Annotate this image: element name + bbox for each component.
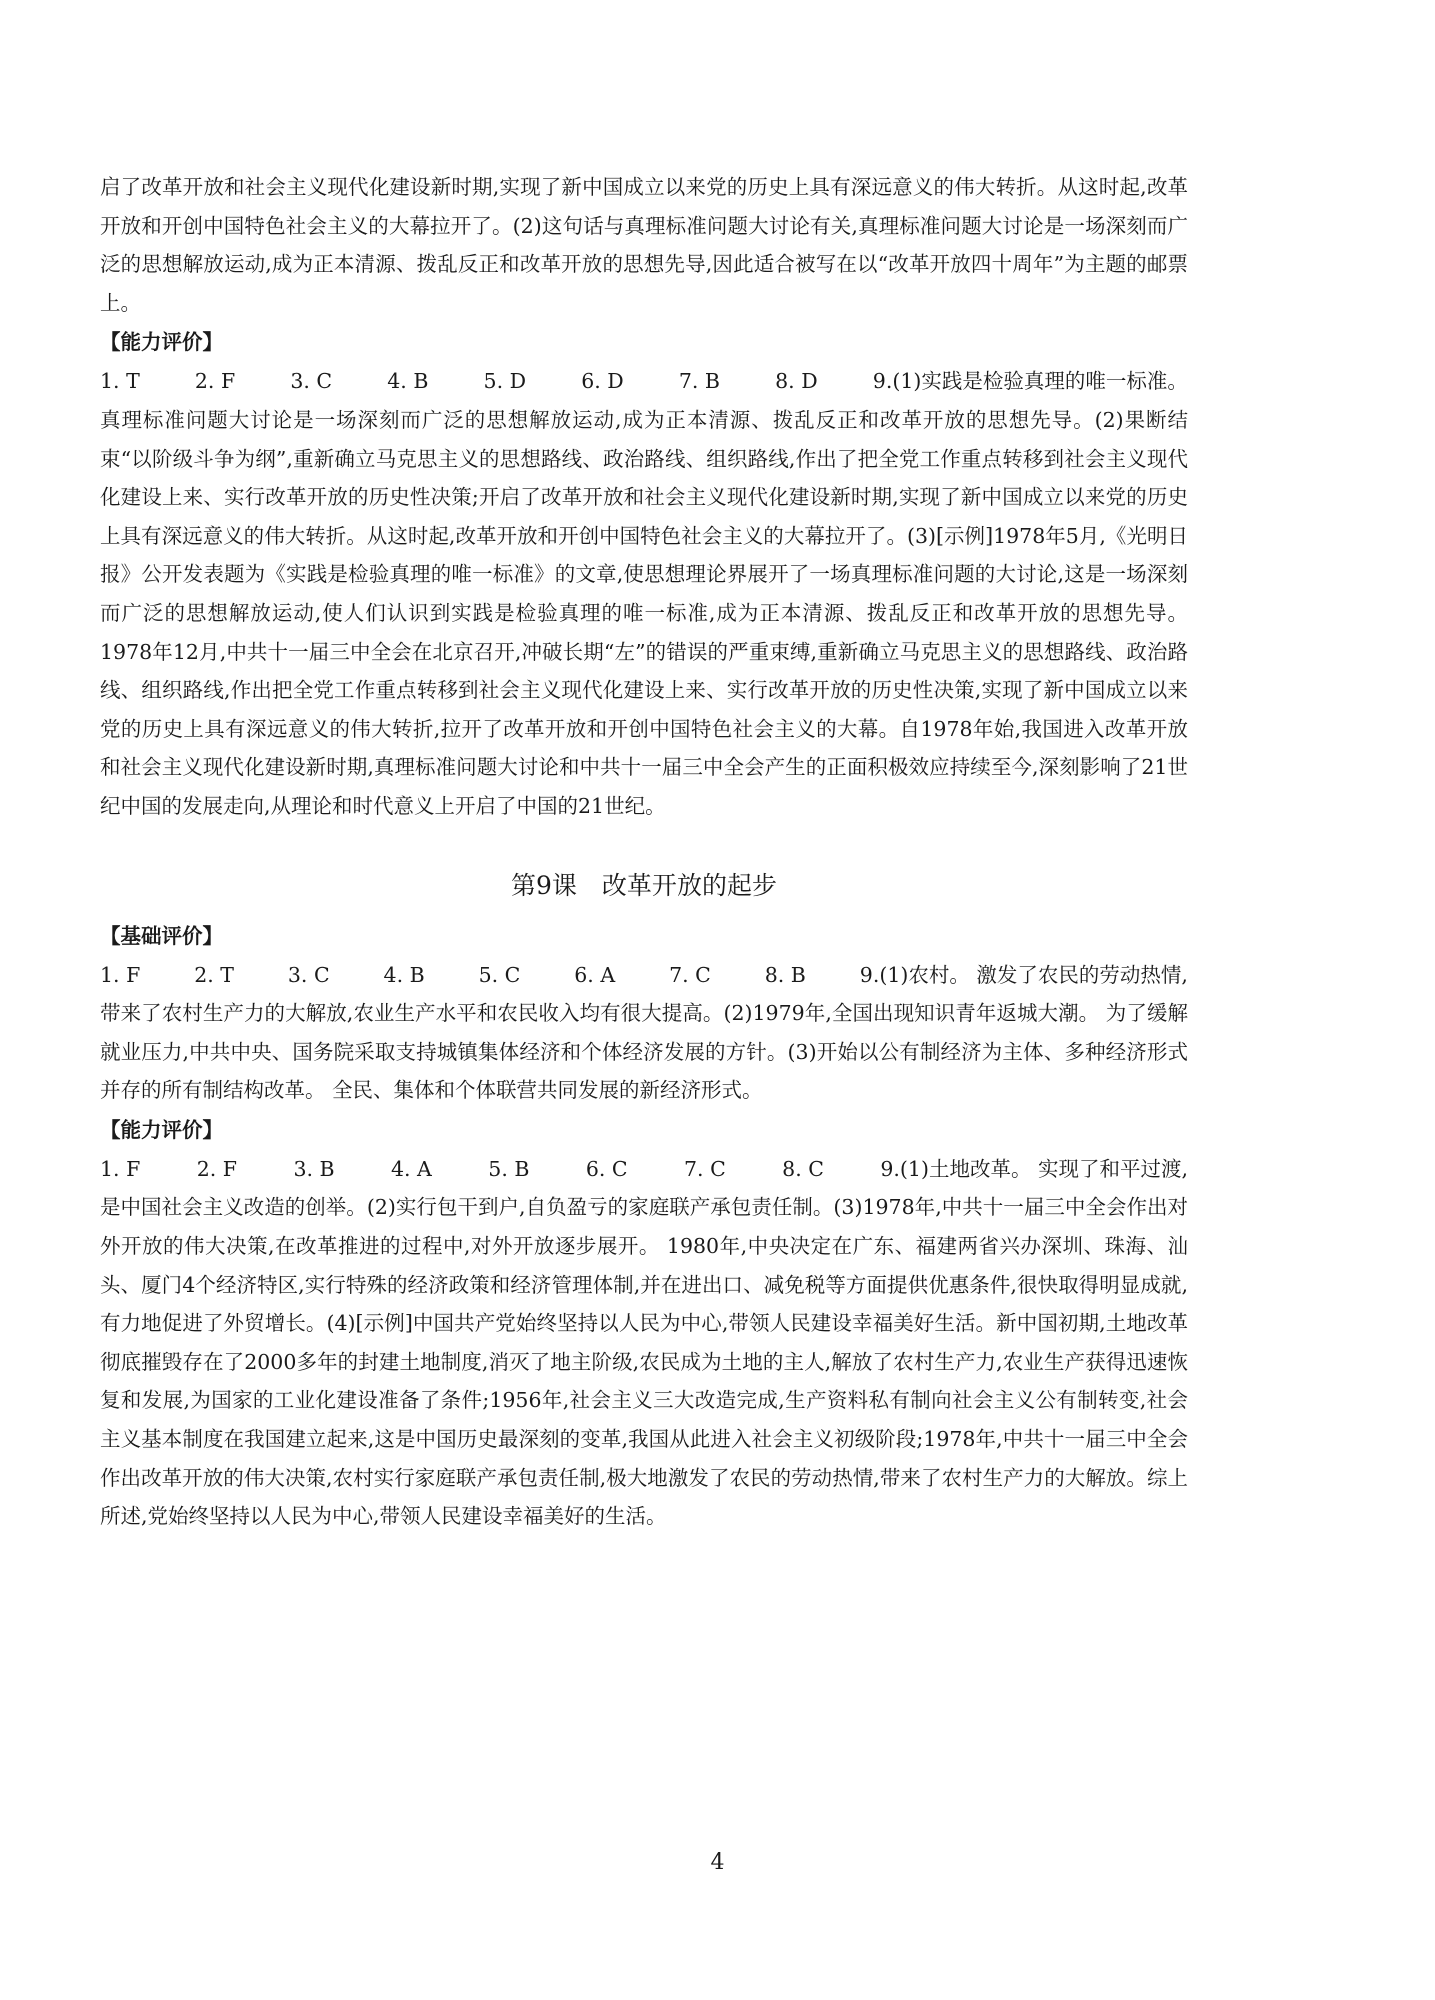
- ability-evaluation-heading-1: 【能力评价】: [100, 330, 223, 355]
- answer-item: 2. T: [194, 962, 234, 987]
- answer-item: 3. B: [293, 1156, 335, 1181]
- answer-item: 7. C: [684, 1156, 726, 1181]
- answer-item: 5. D: [483, 369, 527, 394]
- answer-row-3: [100, 1150, 1188, 1189]
- basic-evaluation-heading: 【基础评价】: [100, 923, 223, 948]
- answer-item: 3. C: [290, 369, 333, 394]
- intro-paragraph: 启了改革开放和社会主义现代化建设新时期,实现了新中国成立以来党的历史上具有深远意义的伟大转折。从这时起,改革开放和开创中国特色社会主义的大幕拉开了。(2)这句话与真理标准问题大讨论有关,真理标准问题大讨论是一场深刻而广泛的思想解放运动,成为正本清源、拨乱反正和改革开放的思想先导,因此适合被写在以“改革开放四十周年”为主题的邮票上。: [100, 175, 1188, 315]
- ability-evaluation-heading-2: 【能力评价】: [100, 1117, 223, 1142]
- answer-item: 8. D: [775, 369, 818, 394]
- answer-item: 4. B: [387, 369, 429, 394]
- answer-item: 6. A: [574, 962, 616, 987]
- answer-item: 8. C: [782, 1156, 824, 1181]
- answer-item: 6. C: [585, 1156, 628, 1181]
- answer-item: 1. T: [100, 369, 140, 394]
- answer-item: 9.(1)实践是检验真理的唯一标准。: [872, 369, 1188, 394]
- answer-item: 4. B: [383, 962, 425, 987]
- page-number: 4: [710, 1850, 725, 1875]
- answer-item: 2. F: [194, 369, 236, 394]
- answer-item: 3. C: [287, 962, 330, 987]
- answer-row-1: [100, 362, 1188, 401]
- answer-item: 9.(1)农村。 激发了农民的劳动热情,: [859, 962, 1188, 987]
- answer-item: 7. C: [669, 962, 711, 987]
- answer-item: 9.(1)土地改革。 实现了和平过渡,: [880, 1156, 1188, 1181]
- answer-item: 1. F: [100, 1156, 141, 1181]
- answer-item: 5. C: [478, 962, 521, 987]
- ability-evaluation-text-2: 是中国社会主义改造的创举。(2)实行包干到户,自负盈亏的家庭联产承包责任制。(3)1978年,中共十一届三中全会作出对外开放的伟大决策,在改革推进的过程中,对外开放逐步展开。 1980年,中央决定在广东、福建两省兴办深圳、珠海、汕头、厦门4个经济特区,实行特殊的经济政策和经济管理体制,并在进出口、减免税等方面提供优惠条件,很快取得明显成就,有力地促进了外贸增长。(4)[示例]中国共产党始终坚持以人民为中心,带领人民建设幸福美好生活。新中国初期,土地改革彻底摧毁存在了2000多年的封建土地制度,消灭了地主阶级,农民成为土地的主人,解放了农村生产力,农业生产获得迅速恢复和发展,为国家的工业化建设准备了条件;1956年,社会主义三大改造完成,生产资料私有制向社会主义公有制转变,社会主义基本制度在我国建立起来,这是中国历史最深刻的变革,我国从此进入社会主义初级阶段;1978年,中共十一届三中全会作出改革开放的伟大决策,农村实行家庭联产承包责任制,极大地激发了农民的劳动热情,带来了农村生产力的大解放。综上所述,党始终坚持以人民为中心,带领人民建设幸福美好的生活。: [100, 1195, 1188, 1529]
- answer-item: 4. A: [390, 1156, 432, 1181]
- basic-evaluation-text: 带来了农村生产力的大解放,农业生产水平和农民收入均有很大提高。(2)1979年,全国出现知识青年返城大潮。 为了缓解就业压力,中共中央、国务院采取支持城镇集体经济和个体经济发展的方针。(3)开始以公有制经济为主体、多种经济形式并存的所有制结构改革。 全民、集体和个体联营共同发展的新经济形式。: [100, 1001, 1188, 1103]
- answer-item: 5. B: [488, 1156, 530, 1181]
- answer-item: 2. F: [196, 1156, 238, 1181]
- answer-row-2: [100, 956, 1188, 995]
- document-page: [100, 168, 1188, 1536]
- ability-evaluation-text-1: 真理标准问题大讨论是一场深刻而广泛的思想解放运动,成为正本清源、拨乱反正和改革开放的思想先导。(2)果断结束“以阶级斗争为纲”,重新确立马克思主义的思想路线、政治路线、组织路线,作出了把全党工作重点转移到社会主义现代化建设上来、实行改革开放的历史性决策;开启了改革开放和社会主义现代化建设新时期,实现了新中国成立以来党的历史上具有深远意义的伟大转折。从这时起,改革开放和开创中国特色社会主义的大幕拉开了。(3)[示例]1978年5月,《光明日报》公开发表题为《实践是检验真理的唯一标准》的文章,使思想理论界展开了一场真理标准问题的大讨论,这是一场深刻而广泛的思想解放运动,使人们认识到实践是检验真理的唯一标准,成为正本清源、拨乱反正和改革开放的思想先导。1978年12月,中共十一届三中全会在北京召开,冲破长期“左”的错误的严重束缚,重新确立马克思主义的思想路线、政治路线、组织路线,作出把全党工作重点转移到社会主义现代化建设上来、实行改革开放的历史性决策,实现了新中国成立以来党的历史上具有深远意义的伟大转折,拉开了改革开放和开创中国特色社会主义的大幕。自1978年始,我国进入改革开放和社会主义现代化建设新时期,真理标准问题大讨论和中共十一届三中全会产生的正面积极效应持续至今,深刻影响了21世纪中国的发展走向,从理论和时代意义上开启了中国的21世纪。: [100, 407, 1188, 818]
- answer-item: 7. B: [678, 369, 720, 394]
- lesson-title: 第9课 改革开放的起步: [511, 870, 777, 900]
- answer-item: 8. B: [764, 962, 806, 987]
- answer-item: 6. D: [581, 369, 624, 394]
- answer-item: 1. F: [100, 962, 141, 987]
